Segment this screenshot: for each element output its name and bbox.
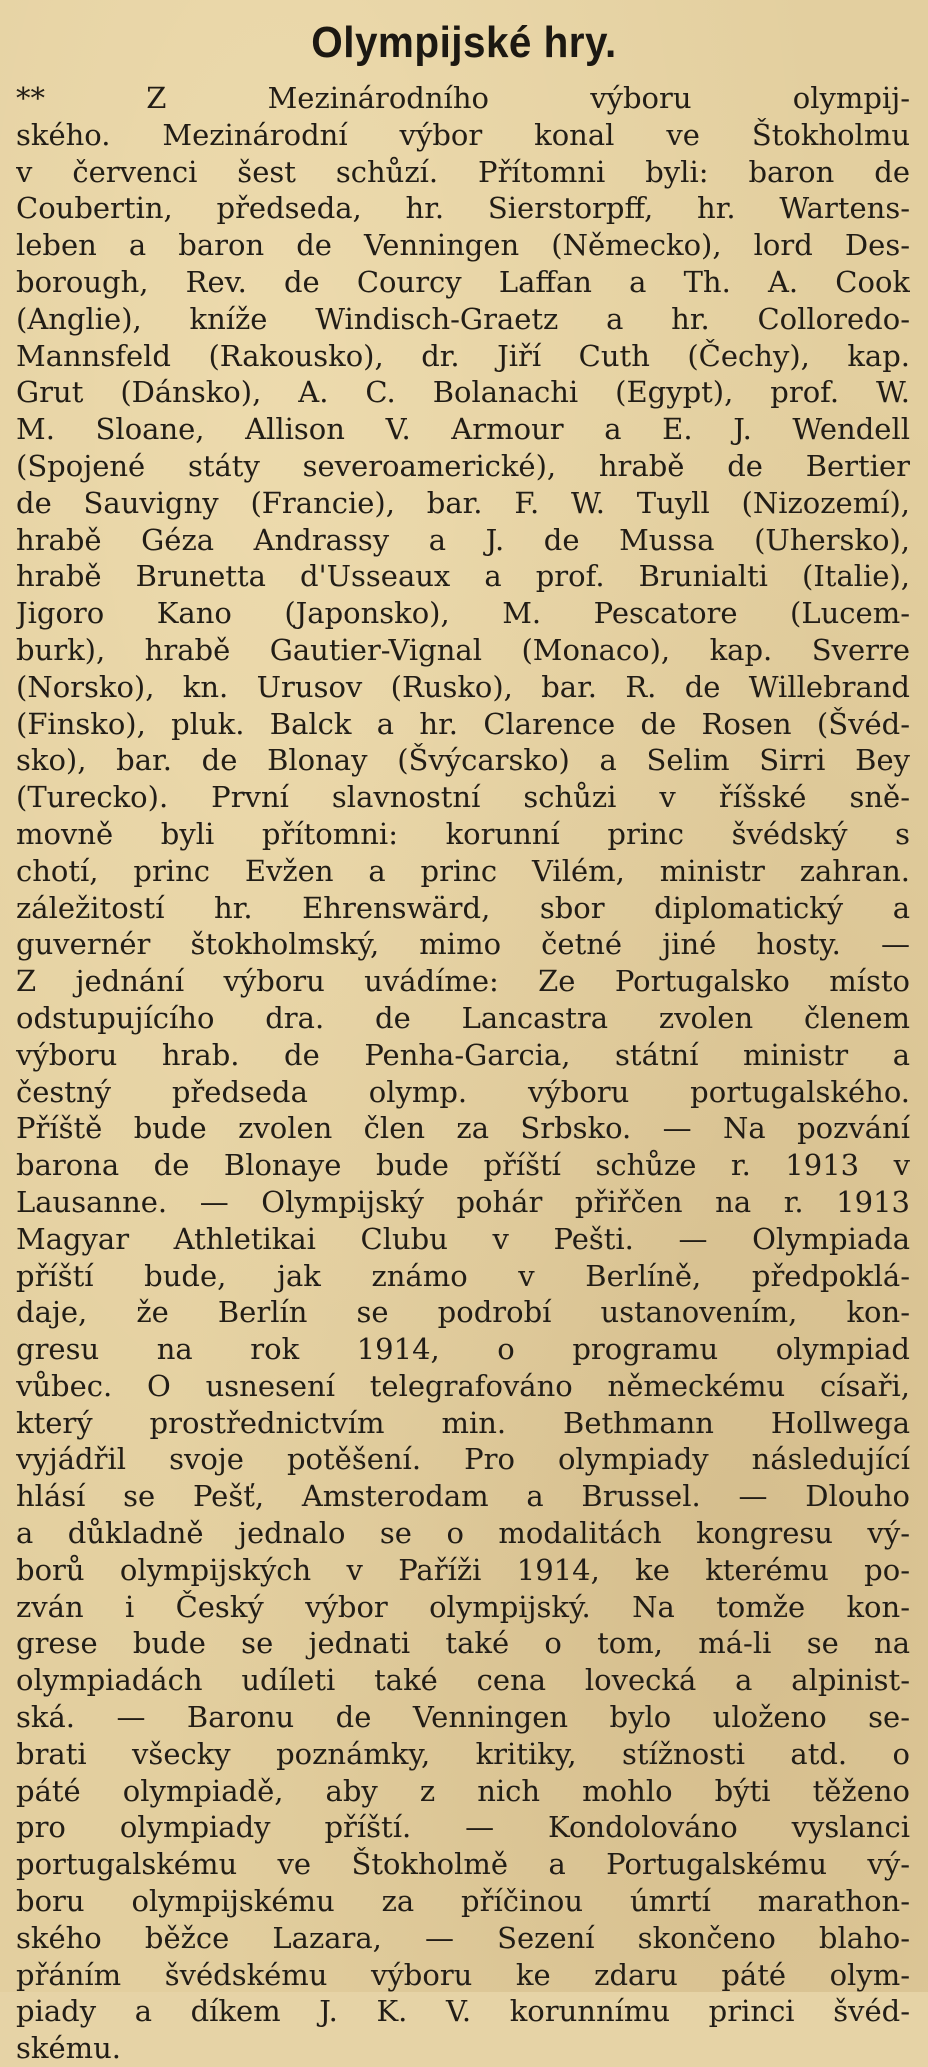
text-line: piady a díkem J. K. V. korunnímu princi švéd-: [16, 1994, 910, 2029]
text-line: (Anglie), kníže Windisch-Graetz a hr. Colloredo-: [16, 301, 910, 336]
text-line: Grut (Dánsko), A. C. Bolanachi (Egypt), prof. W.: [16, 375, 910, 410]
text-line: čestný předseda olymp. výboru portugalského.: [16, 1074, 910, 1109]
text-line: chotí, princ Evžen a princ Vilém, ministr zahran.: [16, 853, 910, 888]
text-line: který prostřednictvím min. Bethmann Hollwega: [16, 1405, 910, 1440]
text-line: ** Z Mezinárodního výboru olympij-: [16, 81, 910, 115]
text-line: Lausanne. — Olympijský pohár přiřčen na r. 1913: [16, 1184, 910, 1219]
text-line: hlásí se Pešť, Amsterodam a Brussel. — Dlouho: [16, 1479, 910, 1514]
text-line: Coubertin, předseda, hr. Sierstorpff, hr. Wartens-: [16, 191, 910, 226]
text-line: Mannsfeld (Rakousko), dr. Jiří Cuth (Čechy), kap.: [16, 338, 910, 373]
text-line: a důkladně jednalo se o modalitách kongresu vý-: [16, 1516, 910, 1551]
text-line: skému.: [16, 2031, 122, 2066]
text-line: ského běžce Lazara, — Sezení skončeno blaho-: [16, 1920, 910, 1955]
text-line: olympiadách udíleti také cena lovecká a alpinist-: [16, 1663, 910, 1698]
text-line: boru olympijskému za příčinou úmrtí marathon-: [16, 1884, 910, 1919]
text-line: hrabě Brunetta d'Usseaux a prof. Brunialti (Italie),: [16, 559, 910, 594]
text-line: gresu na rok 1914, o programu olympiad: [16, 1332, 910, 1367]
text-line: Magyar Athletikai Clubu v Pešti. — Olympiada: [16, 1221, 910, 1256]
text-line: (Turecko). První slavnostní schůzi v říšské sně-: [16, 780, 910, 815]
text-line: grese bude se jednati také o tom, má-li se na: [16, 1626, 910, 1661]
text-line: M. Sloane, Allison V. Armour a E. J. Wendell: [16, 412, 910, 447]
text-line: portugalskému ve Štokholmě a Portugalskému vý-: [16, 1847, 910, 1882]
text-line: guvernér štokholmský, mimo četné jiné hosty. —: [16, 927, 910, 962]
text-line: movně byli přítomni: korunní princ švédský s: [16, 816, 910, 851]
text-line: barona de Blonaye bude příští schůze r. 1913 v: [16, 1148, 910, 1183]
text-line: pro olympiady příští. — Kondolováno vyslanci: [16, 1810, 910, 1845]
text-line: Příště bude zvolen člen za Srbsko. — Na pozvání: [16, 1111, 910, 1146]
text-line: záležitostí hr. Ehrenswärd, sbor diplomatický a: [16, 890, 910, 925]
text-line: odstupujícího dra. de Lancastra zvolen členem: [16, 1000, 910, 1035]
text-line: hrabě Géza Andrassy a J. de Mussa (Uhersko),: [16, 522, 910, 557]
text-line: daje, že Berlín se podrobí ustanovením, kon-: [16, 1295, 910, 1330]
text-line: ská. — Baronu de Venningen bylo uloženo se-: [16, 1700, 910, 1735]
text-line: sko), bar. de Blonay (Švýcarsko) a Selim Sirri Bey: [16, 743, 910, 778]
text-line: leben a baron de Venningen (Německo), lord Des-: [16, 228, 910, 263]
text-line: přáním švédskému výboru ke zdaru páté olym-: [16, 1957, 910, 1992]
text-line: v červenci šest schůzí. Přítomni byli: baron de: [16, 154, 910, 189]
text-line: Jigoro Kano (Japonsko), M. Pescatore (Lucem-: [16, 596, 910, 631]
text-line: páté olympiadě, aby z nich mohlo býti těženo: [16, 1773, 910, 1808]
text-line: de Sauvigny (Francie), bar. F. W. Tuyll (Nizozemí),: [16, 485, 910, 520]
text-line: ského. Mezinárodní výbor konal ve Štokholmu: [16, 117, 910, 152]
text-line: výboru hrab. de Penha-Garcia, státní ministr a: [16, 1037, 910, 1072]
text-line: (Finsko), pluk. Balck a hr. Clarence de Rosen (Švéd-: [16, 706, 910, 741]
article-body: [16, 80, 910, 2067]
text-line: borough, Rev. de Courcy Laffan a Th. A. Cook: [16, 264, 910, 299]
text-line: zván i Český výbor olympijský. Na tomže kon-: [16, 1589, 910, 1624]
article-title: Olympijské hry.: [311, 18, 617, 67]
text-line: vyjádřil svoje potěšení. Pro olympiady následující: [16, 1442, 910, 1477]
text-line: (Norsko), kn. Urusov (Rusko), bar. R. de Willebrand: [16, 669, 910, 704]
text-line: burk), hrabě Gautier-Vignal (Monaco), kap. Sverre: [16, 632, 910, 667]
text-line: Z jednání výboru uvádíme: Ze Portugalsko místo: [16, 964, 910, 999]
text-line: brati všecky poznámky, kritiky, stížnosti atd. o: [16, 1736, 910, 1771]
text-line: (Spojené státy severoamerické), hrabě de Bertier: [16, 448, 910, 483]
text-line: borů olympijských v Paříži 1914, ke kterému po-: [16, 1552, 910, 1587]
text-line: příští bude, jak známo v Berlíně, předpoklá-: [16, 1258, 910, 1293]
text-line: vůbec. O usnesení telegrafováno německému císaři,: [16, 1368, 910, 1403]
